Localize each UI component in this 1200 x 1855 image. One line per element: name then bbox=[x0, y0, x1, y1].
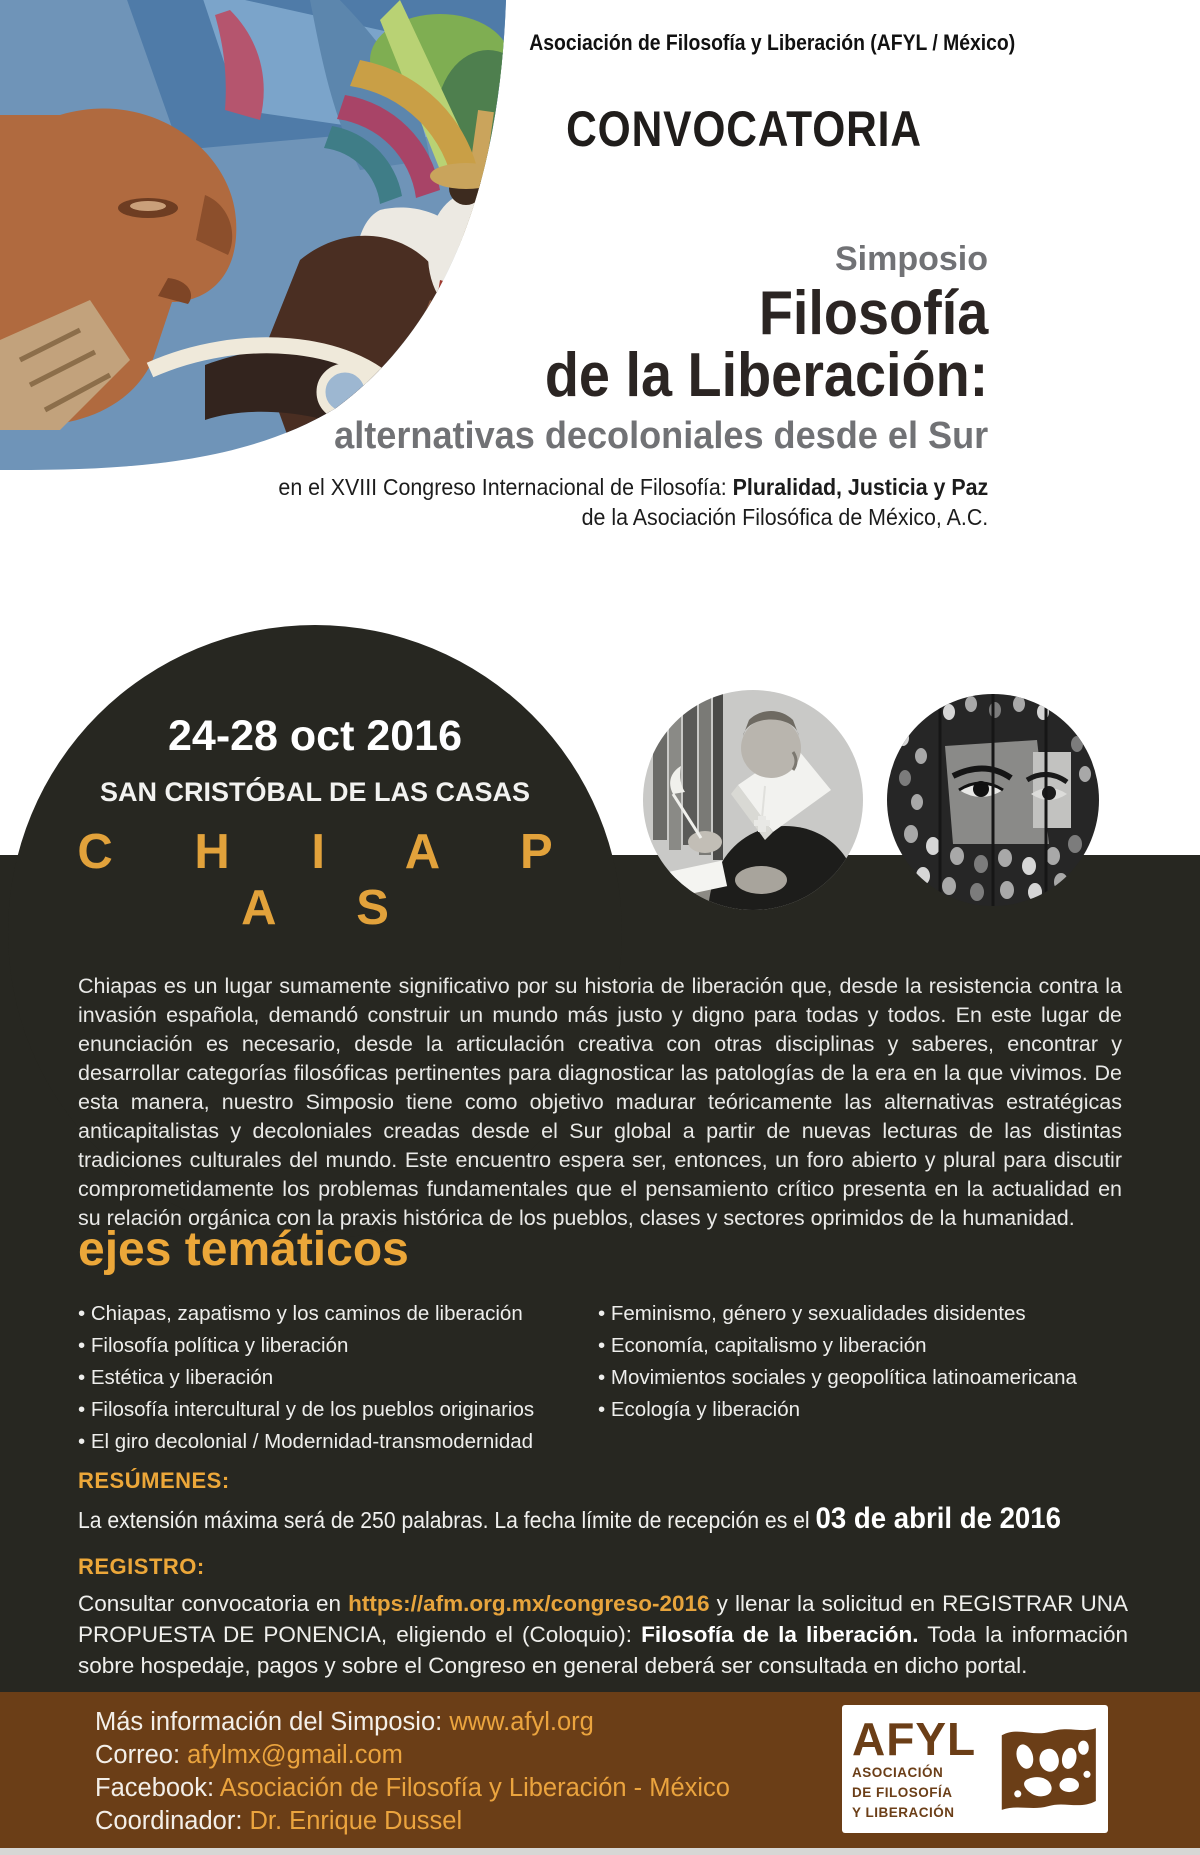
theme-item: • Filosofía política y liberación bbox=[78, 1330, 598, 1362]
afyl-logo-line1: ASOCIACIÓN bbox=[852, 1765, 944, 1780]
friar-illustration bbox=[643, 690, 863, 910]
facebook-label: Facebook: bbox=[95, 1774, 220, 1802]
themes-heading: ejes temáticos bbox=[78, 1223, 409, 1276]
footer-bar bbox=[0, 1692, 1200, 1848]
resumenes-section bbox=[78, 1468, 1146, 1536]
info-label: Más información del Simposio: bbox=[95, 1708, 450, 1736]
resumenes-heading: RESÚMENES: bbox=[78, 1468, 230, 1493]
congress-line2: de la Asociación Filosófica de México, A.C. bbox=[581, 504, 988, 531]
email-link[interactable]: afylmx@gmail.com bbox=[187, 1741, 403, 1769]
title-block bbox=[225, 240, 988, 533]
coordinator-label: Coordinador: bbox=[95, 1807, 250, 1835]
association-header: Asociación de Filosofía y Liberación (AFYL / México) bbox=[529, 30, 1016, 55]
friar-photo bbox=[643, 690, 863, 910]
theme-item: • Ecología y liberación bbox=[598, 1394, 1148, 1426]
event-city: SAN CRISTÓBAL DE LAS CASAS bbox=[99, 777, 531, 807]
eyes-mural-photo bbox=[887, 694, 1099, 906]
theme-item: • Chiapas, zapatismo y los caminos de liberación bbox=[78, 1298, 598, 1330]
registro-section bbox=[78, 1554, 1128, 1681]
subtitle-line: alternativas decoloniales desde el Sur bbox=[333, 415, 989, 457]
registro-paragraph bbox=[78, 1588, 1128, 1681]
afyl-logo-line3: Y LIBERACIÓN bbox=[852, 1805, 955, 1820]
deadline-date: 03 de abril de 2016 bbox=[815, 1502, 1061, 1535]
themes-columns bbox=[78, 1298, 1148, 1458]
convocatoria-title: CONVOCATORIA bbox=[566, 101, 922, 157]
footer-contact-info bbox=[95, 1706, 730, 1838]
themes-column-2 bbox=[598, 1298, 1148, 1458]
resumenes-body: La extensión máxima será de 250 palabras. La fecha límite de recepción es el bbox=[78, 1507, 816, 1533]
theme-item: • Estética y liberación bbox=[78, 1362, 598, 1394]
congress-line bbox=[278, 472, 988, 533]
symposium-kicker: Simposio bbox=[834, 240, 988, 278]
footer-info-line bbox=[95, 1706, 730, 1739]
colloquium-name: Filosofía de la liberación. bbox=[641, 1622, 919, 1647]
footer-facebook-line bbox=[95, 1772, 730, 1805]
afyl-flag-map-icon bbox=[1000, 1719, 1098, 1819]
eyes-mural-illustration bbox=[887, 694, 1099, 906]
main-title-line2: de la Liberación: bbox=[544, 341, 988, 410]
congress-url-link[interactable]: https://afm.org.mx/congreso-2016 bbox=[348, 1591, 710, 1616]
intro-paragraph: Chiapas es un lugar sumamente significativo por su historia de liberación que, desde la resistencia contra la invasión española, demandó construir un mundo más justo y digno para todas y todos. En este lugar de enunciación es necesario, desde la articulación creativa con otras disciplinas y saberes, encontrar y desarrollar categorías filosóficas pertinentes para diagnosticar las patologías de la era en la que vivimos. De esta manera, nuestro Simposio tiene como objetivo madurar teóricamente las alternativas estratégicas anticapitalistas y decoloniales creadas desde el Sur global a partir de nuevas lecturas de las distintas tradiciones culturales del mundo. Este encuentro espera ser, entonces, un foro abierto y plural para discutir comprometidamente los problemas fundamentales que el pensamiento crítico presenta en la actualidad en su relación orgánica con la praxis histórica de los pueblos, clases y sectores oprimidos de la humanidad. bbox=[78, 973, 1122, 1230]
event-dates: 24-28 oct 2016 bbox=[167, 712, 463, 760]
theme-item: • Movimientos sociales y geopolítica latinoamericana bbox=[598, 1362, 1148, 1394]
afyl-acronym: AFYL bbox=[852, 1713, 977, 1765]
event-state: C H I A P A S bbox=[77, 825, 587, 935]
theme-item: • Feminismo, género y sexualidades disidentes bbox=[598, 1298, 1148, 1330]
registro-heading: REGISTRO: bbox=[78, 1554, 205, 1579]
footer-email-line bbox=[95, 1739, 730, 1772]
coordinator-name: Dr. Enrique Dussel bbox=[249, 1807, 463, 1835]
afyl-logo-text bbox=[852, 1713, 1000, 1820]
website-link[interactable]: www.afyl.org bbox=[449, 1708, 594, 1736]
bottom-edge-strip bbox=[0, 1848, 1200, 1855]
main-title-line1: Filosofía bbox=[758, 279, 988, 348]
themes-column-1 bbox=[78, 1298, 598, 1458]
registro-text-1: Consultar convocatoria en bbox=[78, 1591, 349, 1616]
event-info bbox=[12, 712, 618, 936]
theme-item: • Economía, capitalismo y liberación bbox=[598, 1330, 1148, 1362]
theme-item: • Filosofía intercultural y de los pueblos originarios bbox=[78, 1394, 598, 1426]
congress-prefix: en el XVIII Congreso Internacional de Filosofía: bbox=[278, 474, 733, 500]
registro-text-3: Toda la información sobre hospedaje, pagos y sobre el Congreso en general deberá ser consultada en dicho portal. bbox=[78, 1622, 1128, 1678]
facebook-page-link[interactable]: Asociación de Filosofía y Liberación - México bbox=[219, 1774, 730, 1802]
resumenes-text bbox=[78, 1502, 1061, 1536]
footer-coordinator-line bbox=[95, 1805, 730, 1838]
registro-text-2: y llenar la solicitud en REGISTRAR UNA PROPUESTA DE PONENCIA, eligiendo el (Coloquio): bbox=[78, 1591, 1129, 1647]
congress-bold: Pluralidad, Justicia y Paz bbox=[732, 474, 988, 500]
afyl-logo-line2: DE FILOSOFÍA bbox=[852, 1785, 953, 1800]
afyl-logo bbox=[842, 1705, 1108, 1833]
theme-item: • El giro decolonial / Modernidad-transmodernidad bbox=[78, 1426, 598, 1458]
email-label: Correo: bbox=[95, 1741, 188, 1769]
